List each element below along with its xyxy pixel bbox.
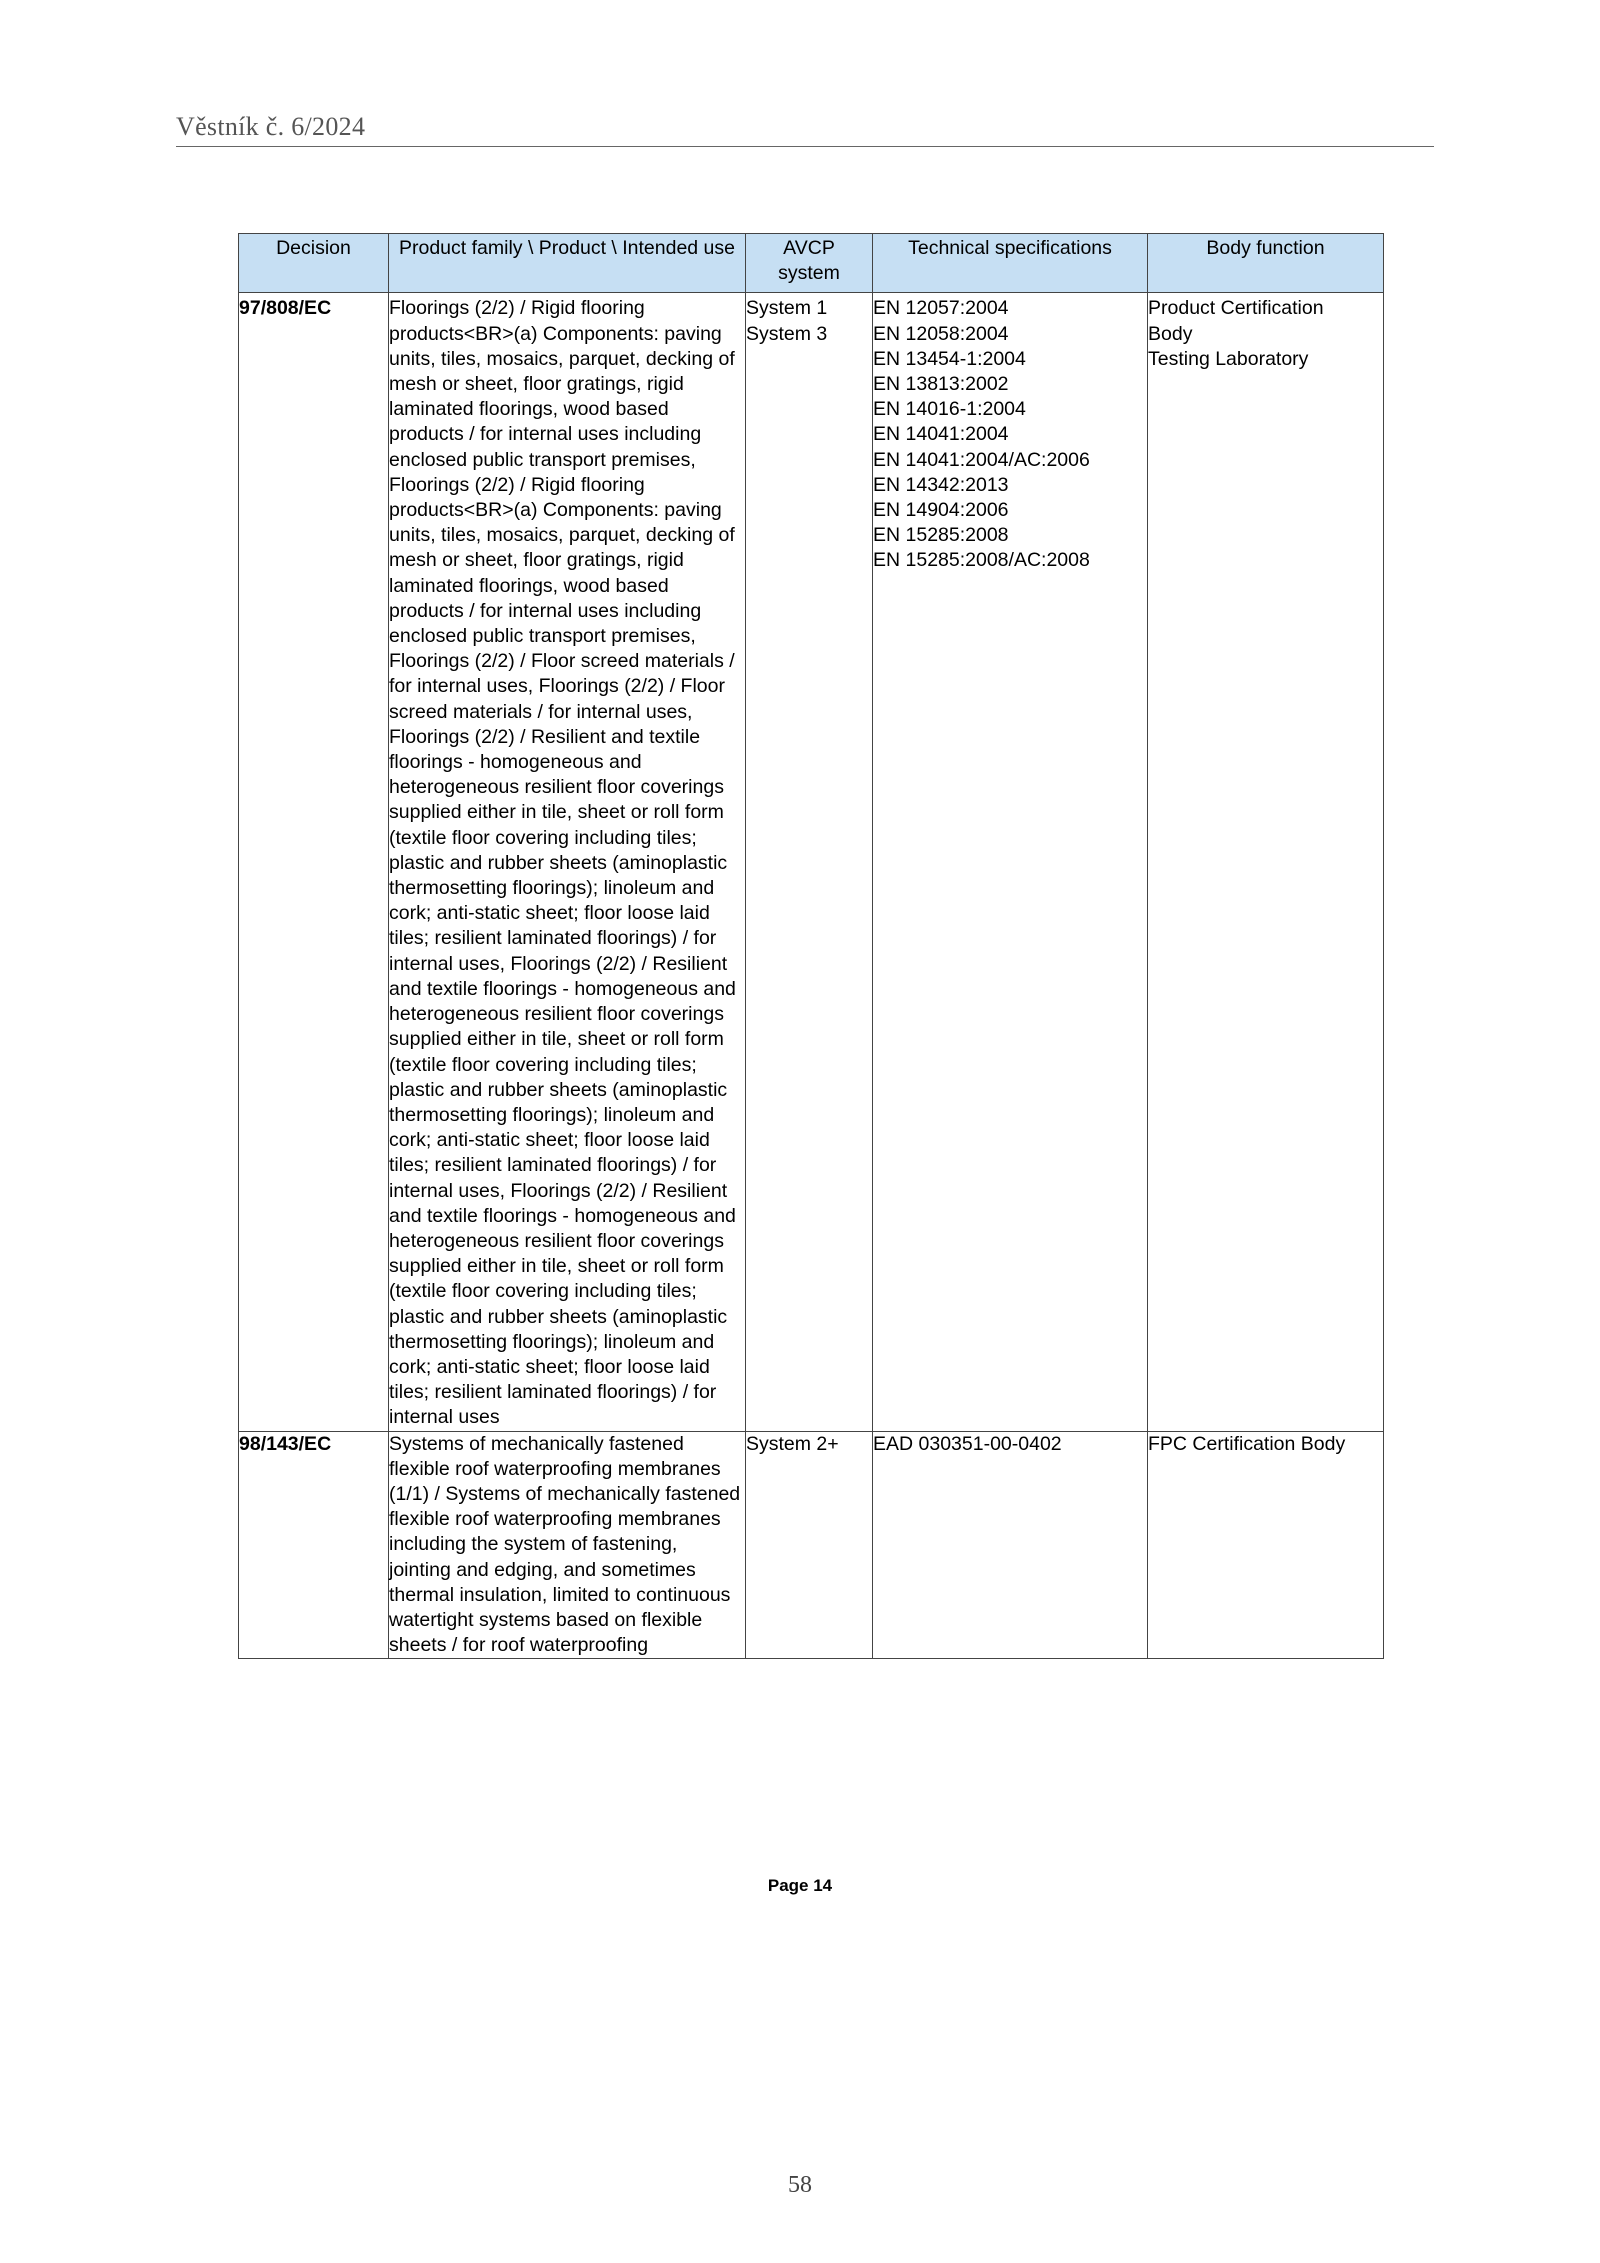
spec-item: EN 14041:2004 (873, 423, 1009, 446)
spec-item: EN 13813:2002 (873, 373, 1009, 396)
table-header-row (239, 234, 1384, 293)
specs-cell (873, 296, 1148, 1431)
table-page-label: Page 14 (767, 1876, 833, 1895)
spec-item: EN 14342:2013 (873, 473, 1009, 496)
column-header-decision: Decision (239, 234, 389, 293)
avcp-cell (746, 296, 873, 1431)
avcp-cell (746, 1431, 873, 1659)
body-cell (1148, 296, 1384, 1431)
header-divider (176, 146, 1434, 147)
body-function-line: Testing Laboratory (1148, 347, 1309, 370)
column-header-product: Product family \ Product \ Intended use (389, 234, 746, 293)
spec-item: EAD 030351-00-0402 (873, 1432, 1062, 1455)
bulletin-title: Věstník č. 6/2024 (176, 112, 366, 141)
decision-cell (239, 296, 389, 1431)
column-header-body: Body function (1148, 234, 1384, 293)
body-function-line: Body (1148, 322, 1193, 345)
body-function-line: FPC Certification Body (1148, 1432, 1346, 1455)
decisions-table (238, 233, 1384, 1659)
page-number: 58 (788, 2172, 812, 2198)
spec-item: EN 14041:2004/AC:2006 (873, 448, 1090, 471)
table-row (239, 296, 1384, 1431)
decision-code: 98/143/EC (239, 1432, 332, 1455)
avcp-system: System 3 (746, 322, 828, 345)
body-cell (1148, 1431, 1384, 1659)
spec-item: EN 14016-1:2004 (873, 398, 1026, 421)
decision-code: 97/808/EC (239, 297, 332, 320)
product-cell: Systems of mechanically fastened flexible roof waterproofing membranes (1/1) / Systems of mechanically fastened flexible roof waterproofing membranes including the system of fastening, jointing and edging, and sometimes thermal insulation, limited to continuous watertight systems based on flexible sheets / for roof waterproofing (389, 1431, 746, 1659)
column-header-avcp: AVCP system (746, 234, 873, 293)
avcp-system: System 1 (746, 297, 828, 320)
avcp-system: System 2+ (746, 1432, 839, 1455)
table-row (239, 1431, 1384, 1659)
product-cell: Floorings (2/2) / Rigid flooring products<BR>(a) Components: paving units, tiles, mosaics, parquet, decking of mesh or sheet, floor gratings, rigid laminated floorings, wood based products / for internal uses including enclosed public transport premises, Floorings (2/2) / Rigid flooring products<BR>(a) Components: paving units, tiles, mosaics, parquet, decking of mesh or sheet, floor gratings, rigid laminated floorings, wood based products / for internal uses including enclosed public transport premises, Floorings (2/2) / Floor screed materials / for internal uses, Floorings (2/2) / Floor screed materials / for internal uses, Floorings (2/2) / Resilient and textile floorings - homogeneous and heterogeneous resilient floor coverings supplied either in tile, sheet or roll form (textile floor covering including tiles; plastic and rubber sheets (aminoplastic thermosetting floorings); linoleum and cork; anti-static sheet; floor loose laid tiles; resilient laminated floorings) / for internal uses, Floorings (2/2) / Resilient and textile floorings - homogeneous and heterogeneous resilient floor coverings supplied either in tile, sheet or roll form (textile floor covering including tiles; plastic and rubber sheets (aminoplastic thermosetting floorings); linoleum and cork; anti-static sheet; floor loose laid tiles; resilient laminated floorings) / for internal uses, Floorings (2/2) / Resilient and textile floorings - homogeneous and heterogeneous resilient floor coverings supplied either in tile, sheet or roll form (textile floor covering including tiles; plastic and rubber sheets (aminoplastic thermosetting floorings); linoleum and cork; anti-static sheet; floor loose laid tiles; resilient laminated floorings) / for internal uses (389, 296, 746, 1431)
spec-item: EN 12058:2004 (873, 322, 1009, 345)
specs-cell (873, 1431, 1148, 1659)
body-function-line: Product Certification (1148, 297, 1324, 320)
decision-cell (239, 1431, 389, 1659)
spec-item: EN 12057:2004 (873, 297, 1009, 320)
spec-item: EN 15285:2008/AC:2008 (873, 549, 1090, 572)
column-header-specs: Technical specifications (873, 234, 1148, 293)
spec-item: EN 13454-1:2004 (873, 347, 1026, 370)
spec-item: EN 14904:2006 (873, 499, 1009, 522)
spec-item: EN 15285:2008 (873, 524, 1009, 547)
